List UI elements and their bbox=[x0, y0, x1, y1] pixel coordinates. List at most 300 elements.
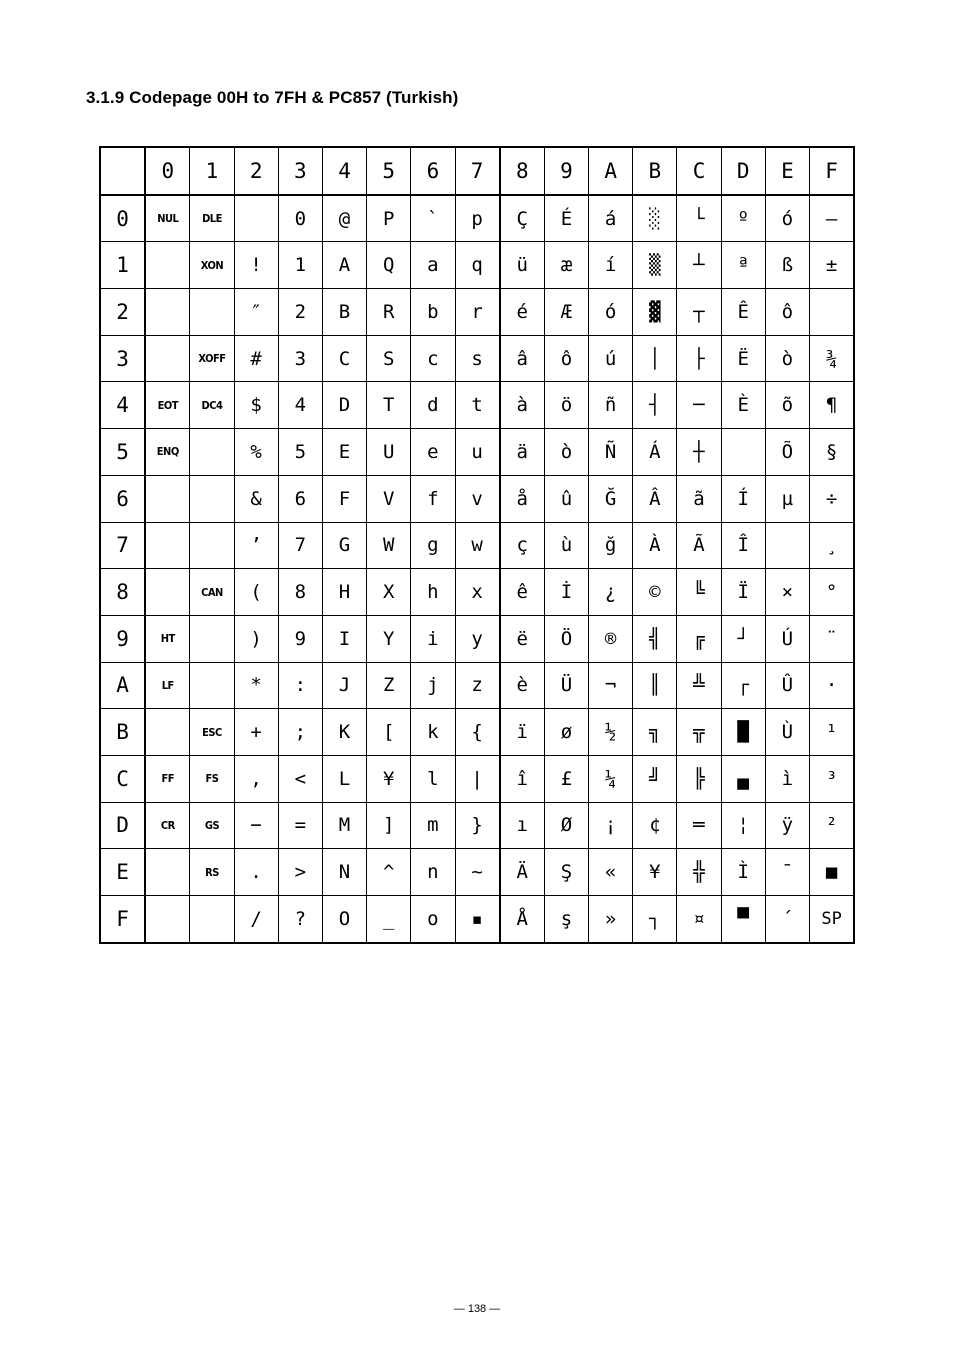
char-cell: ğ bbox=[589, 522, 633, 569]
char-cell: LF bbox=[145, 662, 190, 709]
char-cell: ` bbox=[411, 195, 455, 242]
table-row bbox=[100, 475, 854, 522]
column-header: 6 bbox=[411, 147, 455, 195]
char-cell: q bbox=[455, 242, 500, 289]
char-cell: 7 bbox=[278, 522, 322, 569]
char-cell: G bbox=[322, 522, 366, 569]
char-cell: ¢ bbox=[633, 802, 677, 849]
char-cell: p bbox=[455, 195, 500, 242]
char-cell: ▄ bbox=[721, 755, 765, 802]
char-cell: ¡ bbox=[589, 802, 633, 849]
char-cell: £ bbox=[544, 755, 588, 802]
table-row bbox=[100, 242, 854, 289]
char-cell: ; bbox=[278, 709, 322, 756]
char-cell: n bbox=[411, 849, 455, 896]
table-row bbox=[100, 755, 854, 802]
char-cell: å bbox=[500, 475, 545, 522]
char-cell: º bbox=[721, 195, 765, 242]
char-cell: × bbox=[765, 569, 809, 616]
char-cell: ô bbox=[544, 335, 588, 382]
char-cell: ì bbox=[765, 755, 809, 802]
table-row bbox=[100, 662, 854, 709]
char-cell: ┬ bbox=[677, 289, 721, 336]
char-cell: ¼ bbox=[589, 755, 633, 802]
table-row bbox=[100, 615, 854, 662]
row-header: 3 bbox=[100, 335, 145, 382]
char-cell: CR bbox=[145, 802, 190, 849]
char-cell: ] bbox=[367, 802, 411, 849]
char-cell: â bbox=[500, 335, 545, 382]
char-cell: P bbox=[367, 195, 411, 242]
char-cell: t bbox=[455, 382, 500, 429]
char-cell: 2 bbox=[278, 289, 322, 336]
char-cell: 9 bbox=[278, 615, 322, 662]
char-cell: ║ bbox=[633, 662, 677, 709]
char-cell: 0 bbox=[278, 195, 322, 242]
char-cell: ╩ bbox=[677, 662, 721, 709]
char-cell: ° bbox=[810, 569, 855, 616]
char-cell: Ü bbox=[544, 662, 588, 709]
char-cell: Ù bbox=[765, 709, 809, 756]
char-cell: EOT bbox=[145, 382, 190, 429]
char-cell: XON bbox=[190, 242, 234, 289]
char-cell: NUL bbox=[145, 195, 190, 242]
char-cell: s bbox=[455, 335, 500, 382]
char-cell: Ì bbox=[721, 849, 765, 896]
char-cell: C bbox=[322, 335, 366, 382]
char-cell bbox=[145, 335, 190, 382]
char-cell: █ bbox=[721, 709, 765, 756]
char-cell: ã bbox=[677, 475, 721, 522]
char-cell: ó bbox=[589, 289, 633, 336]
char-cell: f bbox=[411, 475, 455, 522]
char-cell: O bbox=[322, 896, 366, 943]
char-cell: ¯ bbox=[765, 849, 809, 896]
char-cell: A bbox=[322, 242, 366, 289]
char-cell: x bbox=[455, 569, 500, 616]
char-cell: / bbox=[234, 896, 278, 943]
char-cell: FS bbox=[190, 755, 234, 802]
char-cell: $ bbox=[234, 382, 278, 429]
char-cell: g bbox=[411, 522, 455, 569]
char-cell: Ö bbox=[544, 615, 588, 662]
char-cell: R bbox=[367, 289, 411, 336]
char-cell: ■ bbox=[810, 849, 855, 896]
char-cell: Ñ bbox=[589, 429, 633, 476]
char-cell: İ bbox=[544, 569, 588, 616]
char-cell: FF bbox=[145, 755, 190, 802]
char-cell: DC4 bbox=[190, 382, 234, 429]
table-row bbox=[100, 522, 854, 569]
char-cell: o bbox=[411, 896, 455, 943]
char-cell: ç bbox=[500, 522, 545, 569]
char-cell: ù bbox=[544, 522, 588, 569]
char-cell: z bbox=[455, 662, 500, 709]
char-cell: K bbox=[322, 709, 366, 756]
row-header: 2 bbox=[100, 289, 145, 336]
row-header: F bbox=[100, 896, 145, 943]
char-cell bbox=[190, 896, 234, 943]
column-header: 9 bbox=[544, 147, 588, 195]
char-cell bbox=[145, 289, 190, 336]
char-cell: ¨ bbox=[810, 615, 855, 662]
char-cell: ± bbox=[810, 242, 855, 289]
char-cell: . bbox=[234, 849, 278, 896]
char-cell: ┼ bbox=[677, 429, 721, 476]
char-cell: Ú bbox=[765, 615, 809, 662]
char-cell: k bbox=[411, 709, 455, 756]
char-cell bbox=[145, 896, 190, 943]
char-cell: ¹ bbox=[810, 709, 855, 756]
char-cell bbox=[721, 429, 765, 476]
char-cell: § bbox=[810, 429, 855, 476]
char-cell: ├ bbox=[677, 335, 721, 382]
char-cell: ¥ bbox=[367, 755, 411, 802]
table-row bbox=[100, 289, 854, 336]
row-header: E bbox=[100, 849, 145, 896]
char-cell: ▪ bbox=[455, 896, 500, 943]
char-cell: U bbox=[367, 429, 411, 476]
char-cell: ! bbox=[234, 242, 278, 289]
char-cell: ░ bbox=[633, 195, 677, 242]
char-cell: − bbox=[234, 802, 278, 849]
page-heading: 3.1.9 Codepage 00H to 7FH & PC857 (Turkish) bbox=[86, 88, 459, 107]
char-cell: > bbox=[278, 849, 322, 896]
char-cell: · bbox=[810, 662, 855, 709]
char-cell: V bbox=[367, 475, 411, 522]
char-cell: ø bbox=[544, 709, 588, 756]
char-cell: i bbox=[411, 615, 455, 662]
char-cell: ─ bbox=[677, 382, 721, 429]
char-cell: 3 bbox=[278, 335, 322, 382]
char-cell: │ bbox=[633, 335, 677, 382]
char-cell: : bbox=[278, 662, 322, 709]
char-cell: ñ bbox=[589, 382, 633, 429]
row-header: B bbox=[100, 709, 145, 756]
char-cell: é bbox=[500, 289, 545, 336]
char-cell: ″ bbox=[234, 289, 278, 336]
char-cell: Â bbox=[633, 475, 677, 522]
char-cell: c bbox=[411, 335, 455, 382]
char-cell: b bbox=[411, 289, 455, 336]
char-cell: B bbox=[322, 289, 366, 336]
char-cell: Y bbox=[367, 615, 411, 662]
row-header: 9 bbox=[100, 615, 145, 662]
char-cell: DLE bbox=[190, 195, 234, 242]
char-cell: ╔ bbox=[677, 615, 721, 662]
char-cell: ¬ bbox=[589, 662, 633, 709]
char-cell: Ø bbox=[544, 802, 588, 849]
char-cell: h bbox=[411, 569, 455, 616]
char-cell: N bbox=[322, 849, 366, 896]
char-cell: ╠ bbox=[677, 755, 721, 802]
char-cell: * bbox=[234, 662, 278, 709]
char-cell: L bbox=[322, 755, 366, 802]
char-cell: ó bbox=[765, 195, 809, 242]
char-cell: « bbox=[589, 849, 633, 896]
char-cell: © bbox=[633, 569, 677, 616]
char-cell: ß bbox=[765, 242, 809, 289]
char-cell: X bbox=[367, 569, 411, 616]
char-cell: l bbox=[411, 755, 455, 802]
char-cell bbox=[145, 569, 190, 616]
char-cell: ë bbox=[500, 615, 545, 662]
column-header: 4 bbox=[322, 147, 366, 195]
char-cell: └ bbox=[677, 195, 721, 242]
char-cell: a bbox=[411, 242, 455, 289]
char-cell: W bbox=[367, 522, 411, 569]
char-cell: ¾ bbox=[810, 335, 855, 382]
char-cell: ┤ bbox=[633, 382, 677, 429]
char-cell: æ bbox=[544, 242, 588, 289]
char-cell: ESC bbox=[190, 709, 234, 756]
char-cell: r bbox=[455, 289, 500, 336]
char-cell: ú bbox=[589, 335, 633, 382]
char-cell: ² bbox=[810, 802, 855, 849]
char-cell: H bbox=[322, 569, 366, 616]
table-row bbox=[100, 896, 854, 943]
column-header: 1 bbox=[190, 147, 234, 195]
char-cell: & bbox=[234, 475, 278, 522]
char-cell: m bbox=[411, 802, 455, 849]
table-row bbox=[100, 849, 854, 896]
char-cell bbox=[190, 475, 234, 522]
char-cell: ş bbox=[544, 896, 588, 943]
char-cell: ▒ bbox=[633, 242, 677, 289]
char-cell: É bbox=[544, 195, 588, 242]
row-header: D bbox=[100, 802, 145, 849]
column-header: A bbox=[589, 147, 633, 195]
char-cell: 4 bbox=[278, 382, 322, 429]
char-cell: î bbox=[500, 755, 545, 802]
char-cell: ^ bbox=[367, 849, 411, 896]
row-header: 1 bbox=[100, 242, 145, 289]
char-cell: Ë bbox=[721, 335, 765, 382]
char-cell bbox=[145, 522, 190, 569]
char-cell bbox=[190, 429, 234, 476]
char-cell: F bbox=[322, 475, 366, 522]
char-cell: ® bbox=[589, 615, 633, 662]
char-cell: Ê bbox=[721, 289, 765, 336]
char-cell: ¤ bbox=[677, 896, 721, 943]
char-cell: ı bbox=[500, 802, 545, 849]
char-cell: ═ bbox=[677, 802, 721, 849]
char-cell: ┴ bbox=[677, 242, 721, 289]
page-number: — 138 — bbox=[453, 1303, 501, 1315]
column-header: E bbox=[765, 147, 809, 195]
char-cell: ╦ bbox=[677, 709, 721, 756]
char-cell: e bbox=[411, 429, 455, 476]
char-cell: û bbox=[544, 475, 588, 522]
char-cell: ╣ bbox=[633, 615, 677, 662]
char-cell: j bbox=[411, 662, 455, 709]
char-cell: Z bbox=[367, 662, 411, 709]
char-cell: T bbox=[367, 382, 411, 429]
char-cell: ┐ bbox=[633, 896, 677, 943]
row-header: 5 bbox=[100, 429, 145, 476]
column-header: 8 bbox=[500, 147, 545, 195]
table-row bbox=[100, 382, 854, 429]
char-cell: u bbox=[455, 429, 500, 476]
char-cell: HT bbox=[145, 615, 190, 662]
char-cell: S bbox=[367, 335, 411, 382]
char-cell: + bbox=[234, 709, 278, 756]
char-cell bbox=[234, 195, 278, 242]
char-cell: ê bbox=[500, 569, 545, 616]
char-cell: w bbox=[455, 522, 500, 569]
char-cell: À bbox=[633, 522, 677, 569]
char-cell: } bbox=[455, 802, 500, 849]
char-cell bbox=[810, 289, 855, 336]
row-header: 6 bbox=[100, 475, 145, 522]
char-cell: à bbox=[500, 382, 545, 429]
char-cell: I bbox=[322, 615, 366, 662]
char-cell: ╚ bbox=[677, 569, 721, 616]
char-cell: — bbox=[810, 195, 855, 242]
column-header: D bbox=[721, 147, 765, 195]
char-cell: ¶ bbox=[810, 382, 855, 429]
char-cell: õ bbox=[765, 382, 809, 429]
char-cell: % bbox=[234, 429, 278, 476]
char-cell: í bbox=[589, 242, 633, 289]
column-header: 7 bbox=[455, 147, 500, 195]
char-cell: ¥ bbox=[633, 849, 677, 896]
char-cell: ö bbox=[544, 382, 588, 429]
char-cell: ½ bbox=[589, 709, 633, 756]
char-cell: Ş bbox=[544, 849, 588, 896]
char-cell: M bbox=[322, 802, 366, 849]
table-row bbox=[100, 195, 854, 242]
char-cell: µ bbox=[765, 475, 809, 522]
char-cell: | bbox=[455, 755, 500, 802]
row-header: 7 bbox=[100, 522, 145, 569]
char-cell: , bbox=[234, 755, 278, 802]
char-cell: È bbox=[721, 382, 765, 429]
char-cell: ’ bbox=[234, 522, 278, 569]
char-cell: v bbox=[455, 475, 500, 522]
char-cell: Õ bbox=[765, 429, 809, 476]
char-cell: E bbox=[322, 429, 366, 476]
column-header: B bbox=[633, 147, 677, 195]
char-cell: CAN bbox=[190, 569, 234, 616]
char-cell bbox=[145, 475, 190, 522]
char-cell: ) bbox=[234, 615, 278, 662]
char-cell: { bbox=[455, 709, 500, 756]
column-header: C bbox=[677, 147, 721, 195]
column-header: 2 bbox=[234, 147, 278, 195]
char-cell: 5 bbox=[278, 429, 322, 476]
char-cell: Á bbox=[633, 429, 677, 476]
column-header: 0 bbox=[145, 147, 190, 195]
codepage-table bbox=[99, 146, 855, 944]
char-cell bbox=[190, 662, 234, 709]
char-cell: D bbox=[322, 382, 366, 429]
char-cell: y bbox=[455, 615, 500, 662]
char-cell: ( bbox=[234, 569, 278, 616]
char-cell: Ã bbox=[677, 522, 721, 569]
char-cell: 1 bbox=[278, 242, 322, 289]
column-header: 3 bbox=[278, 147, 322, 195]
char-cell: Å bbox=[500, 896, 545, 943]
column-header-row bbox=[100, 147, 854, 195]
char-cell: Ç bbox=[500, 195, 545, 242]
column-header: F bbox=[810, 147, 855, 195]
char-cell: ÷ bbox=[810, 475, 855, 522]
row-header: 0 bbox=[100, 195, 145, 242]
table-row bbox=[100, 569, 854, 616]
char-cell bbox=[190, 615, 234, 662]
char-cell: Ï bbox=[721, 569, 765, 616]
table-row bbox=[100, 335, 854, 382]
char-cell: SP bbox=[810, 896, 855, 943]
char-cell bbox=[145, 849, 190, 896]
char-cell: Í bbox=[721, 475, 765, 522]
char-cell: @ bbox=[322, 195, 366, 242]
char-cell: = bbox=[278, 802, 322, 849]
char-cell: ~ bbox=[455, 849, 500, 896]
char-cell: ¿ bbox=[589, 569, 633, 616]
char-cell: 6 bbox=[278, 475, 322, 522]
char-cell: Û bbox=[765, 662, 809, 709]
char-cell bbox=[145, 242, 190, 289]
char-cell: ä bbox=[500, 429, 545, 476]
char-cell: [ bbox=[367, 709, 411, 756]
char-cell: # bbox=[234, 335, 278, 382]
table-row bbox=[100, 429, 854, 476]
char-cell: ª bbox=[721, 242, 765, 289]
char-cell: ï bbox=[500, 709, 545, 756]
table-row bbox=[100, 802, 854, 849]
char-cell: ´ bbox=[765, 896, 809, 943]
char-cell: ³ bbox=[810, 755, 855, 802]
char-cell: _ bbox=[367, 896, 411, 943]
char-cell: ô bbox=[765, 289, 809, 336]
column-header: 5 bbox=[367, 147, 411, 195]
char-cell: ò bbox=[765, 335, 809, 382]
char-cell: ü bbox=[500, 242, 545, 289]
char-cell: 8 bbox=[278, 569, 322, 616]
char-cell: ENQ bbox=[145, 429, 190, 476]
char-cell bbox=[190, 522, 234, 569]
char-cell: Î bbox=[721, 522, 765, 569]
char-cell: ╬ bbox=[677, 849, 721, 896]
char-cell: ▓ bbox=[633, 289, 677, 336]
row-header: 4 bbox=[100, 382, 145, 429]
char-cell: ÿ bbox=[765, 802, 809, 849]
table-row bbox=[100, 709, 854, 756]
row-header: A bbox=[100, 662, 145, 709]
char-cell: Æ bbox=[544, 289, 588, 336]
char-cell: ¸ bbox=[810, 522, 855, 569]
char-cell: Ğ bbox=[589, 475, 633, 522]
char-cell: < bbox=[278, 755, 322, 802]
char-cell bbox=[190, 289, 234, 336]
char-cell: ▀ bbox=[721, 896, 765, 943]
char-cell: ┘ bbox=[721, 615, 765, 662]
char-cell: XOFF bbox=[190, 335, 234, 382]
char-cell: ╝ bbox=[633, 755, 677, 802]
char-cell: GS bbox=[190, 802, 234, 849]
row-header: C bbox=[100, 755, 145, 802]
char-cell: » bbox=[589, 896, 633, 943]
row-header: 8 bbox=[100, 569, 145, 616]
char-cell: d bbox=[411, 382, 455, 429]
char-cell: RS bbox=[190, 849, 234, 896]
char-cell: è bbox=[500, 662, 545, 709]
char-cell: Q bbox=[367, 242, 411, 289]
char-cell: ò bbox=[544, 429, 588, 476]
char-cell: ┌ bbox=[721, 662, 765, 709]
